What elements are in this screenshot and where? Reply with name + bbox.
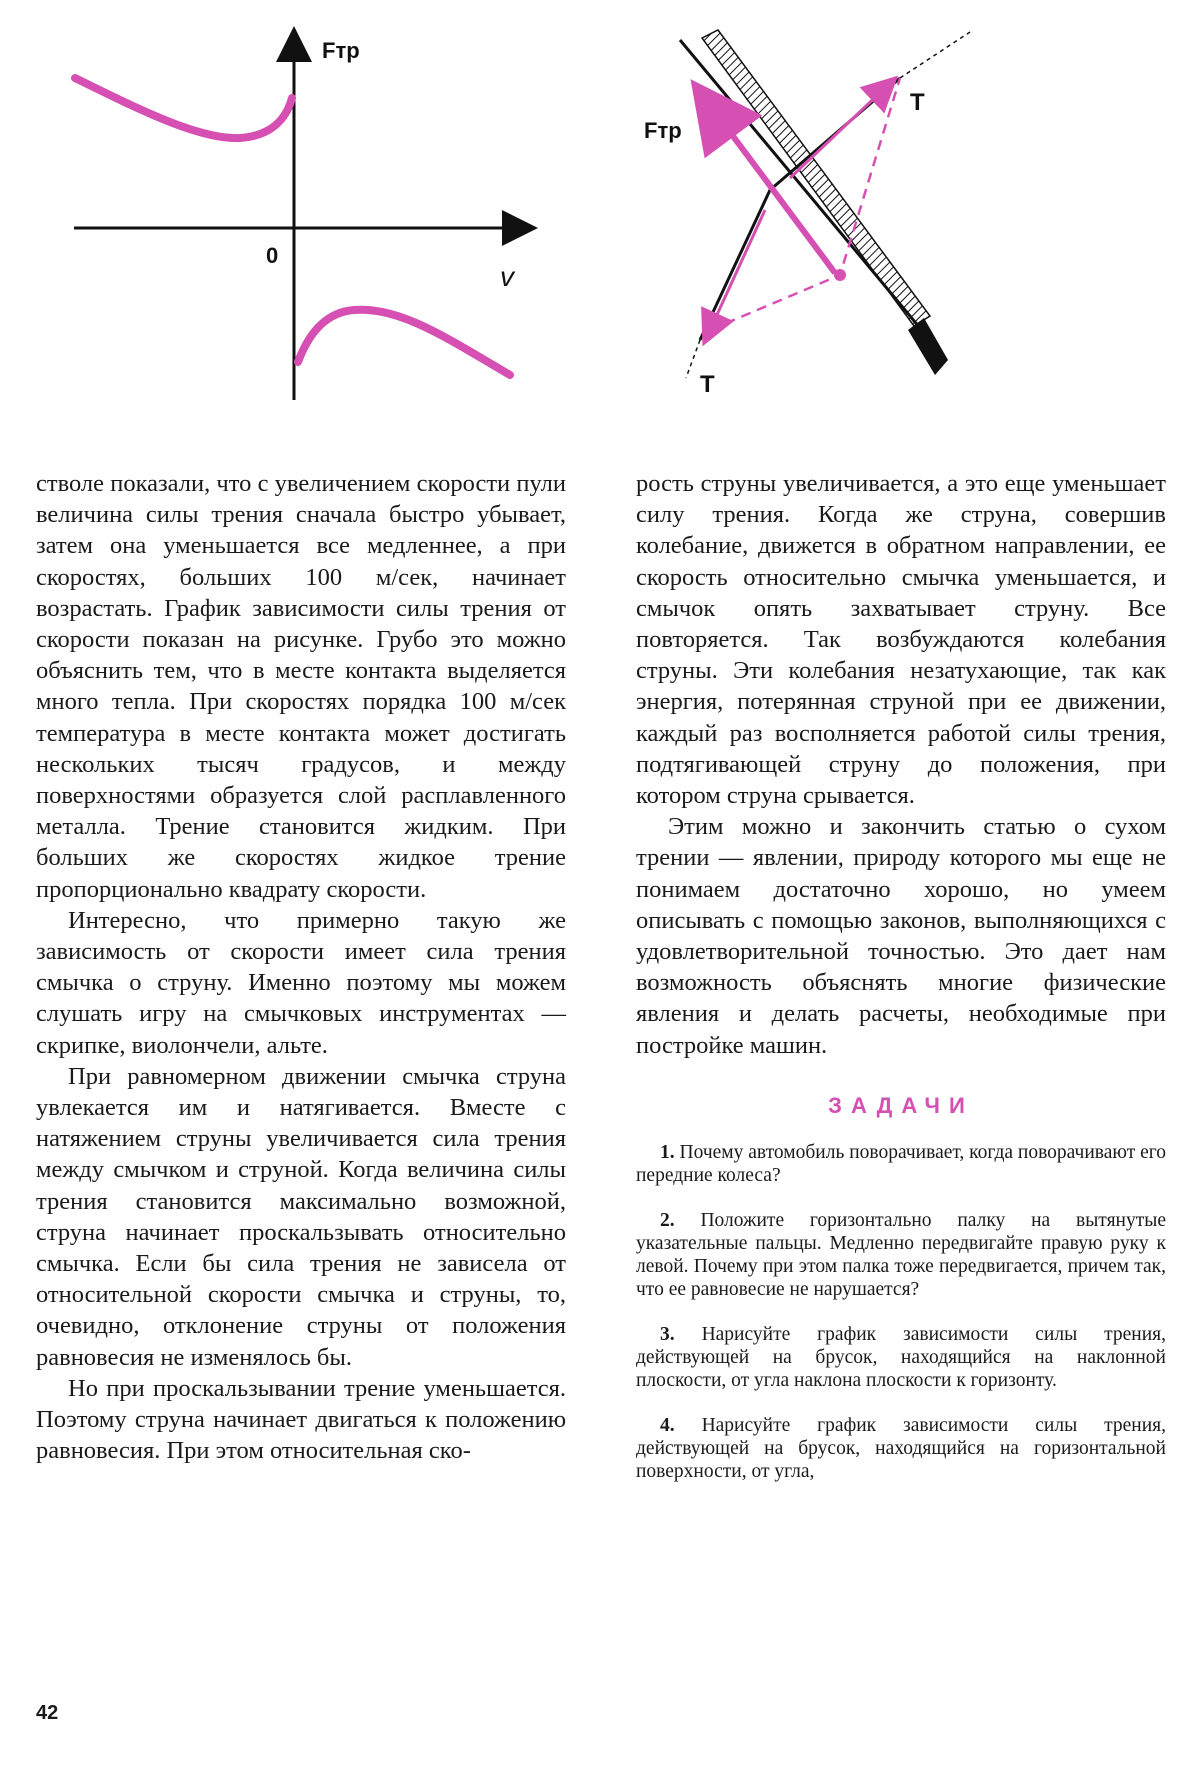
paragraph: Этим можно и закончить статью о сухом трении — явлении, природу которого мы еще не понимаем достаточно хорошо, но умеем описывать с помощью законов, выполняющихся с удовлетворительной точностью. Это дает нам возможность объяснять многие физические явления и делать расчеты, необходимые при постройке машин. xyxy=(636,813,1166,1059)
tension-label-bottom: T xyxy=(700,371,715,398)
force-label: Fтр xyxy=(644,118,682,143)
left-column xyxy=(36,468,566,1467)
paragraph: При равномерном движении смычка струна увлекается им и натягивается. Вместе с натяжением струны увеличивается сила трения между смычком и струной. Когда величина силы трения становится максимально возможной, струна начинает проскальзывать относительно смычка. Если бы сила трения не зависела от относительной скорости смычка и струны, то, очевидно, отклонение струны от положения равновесия не изменялось бы. xyxy=(36,1062,566,1371)
task-item xyxy=(636,1141,1166,1187)
tension-arrow-top xyxy=(790,88,885,178)
tension-arrow-bottom xyxy=(710,210,765,330)
bow-stick xyxy=(702,30,930,326)
paragraph: Интересно, что примерно такую же зависимость от скорости имеет сила трения смычка о струну. Именно поэтому мы можем слушать игру на смычковых инструментах — скрипке, виолончели, альте. xyxy=(36,906,566,1059)
task-text: Нарисуйте график зависимости силы трения, действующей на брусок, находящийся на наклонной плоскости, от угла наклона плоскости к горизонту. xyxy=(636,1323,1167,1391)
bow-string-diagram xyxy=(644,30,1120,430)
curve-negative-velocity xyxy=(75,78,292,138)
paragraph: рость струны увеличивается, а это еще уменьшает силу трения. Когда же струна, совершив колебание, движется в обратном направлении, ее скорость относительно смычка уменьшается, и смычок опять захватывает струну. Все повторяется. Так возбуждаются колебания струны. Эти колебания незатухающие, так как энергия, потерянная струной при ее движении, каждый раз восполняется работой силы трения, подтягивающей струну до положения, при котором струна срывается. xyxy=(636,470,1166,810)
paragraph: Но при проскальзывании трение уменьшается. Поэтому струна начинает двигаться к положению равновесия. При этом относительная ско- xyxy=(36,1374,566,1465)
page-number: 42 xyxy=(36,1702,59,1724)
string-guide-bottom xyxy=(686,340,700,378)
origin-label: 0 xyxy=(266,243,279,268)
task-number: 1. xyxy=(660,1141,675,1163)
task-number: 3. xyxy=(660,1323,675,1345)
task-text: Почему автомобиль поворачивает, когда поворачивают его передние колеса? xyxy=(636,1141,1167,1186)
task-number: 4. xyxy=(660,1414,675,1436)
tension-label-top: T xyxy=(910,89,925,116)
bow-frog xyxy=(908,318,948,375)
curve-positive-velocity xyxy=(298,310,510,375)
construction-lines xyxy=(710,78,900,330)
string-guide-top xyxy=(900,32,970,78)
task-item xyxy=(636,1323,1166,1392)
y-axis-label: Fтр xyxy=(322,38,360,63)
task-number: 2. xyxy=(660,1209,675,1231)
contact-point xyxy=(834,269,846,281)
tasks-heading: ЗАДАЧИ xyxy=(828,1092,974,1118)
x-axis-label: v xyxy=(500,261,514,292)
friction-velocity-graph xyxy=(60,30,540,410)
task-text: Нарисуйте график зависимости силы трения, действующей на брусок, находящийся на горизонтальной поверхности, от угла, xyxy=(636,1414,1167,1482)
task-item xyxy=(636,1414,1166,1483)
task-item xyxy=(636,1209,1166,1301)
paragraph: стволе показали, что с увеличением скорости пули величина силы трения сначала быстро убывает, затем она уменьшается все медленнее, а при скоростях, больших 100 м/сек, начинает возрастать. График зависимости силы трения от скорости показан на рисунке. Грубо это можно объяснить тем, что в месте контакта выделяется много тепла. При скоростях порядка 100 м/сек температура в месте контакта может достигать нескольких тысяч градусов, и между поверхностями образуется слой расплавленного металла. Трение становится жидким. При больших же скоростях жидкое трение пропорционально квадрату скорости. xyxy=(36,470,566,903)
string xyxy=(700,78,900,340)
right-column xyxy=(636,468,1166,1505)
task-text: Положите горизонтально палку на вытянутые указательные пальцы. Медленно передвигайте правую руку к левой. Почему при этом палка тоже передвигается, причем так, что ее равновесие не нарушается? xyxy=(636,1209,1166,1300)
